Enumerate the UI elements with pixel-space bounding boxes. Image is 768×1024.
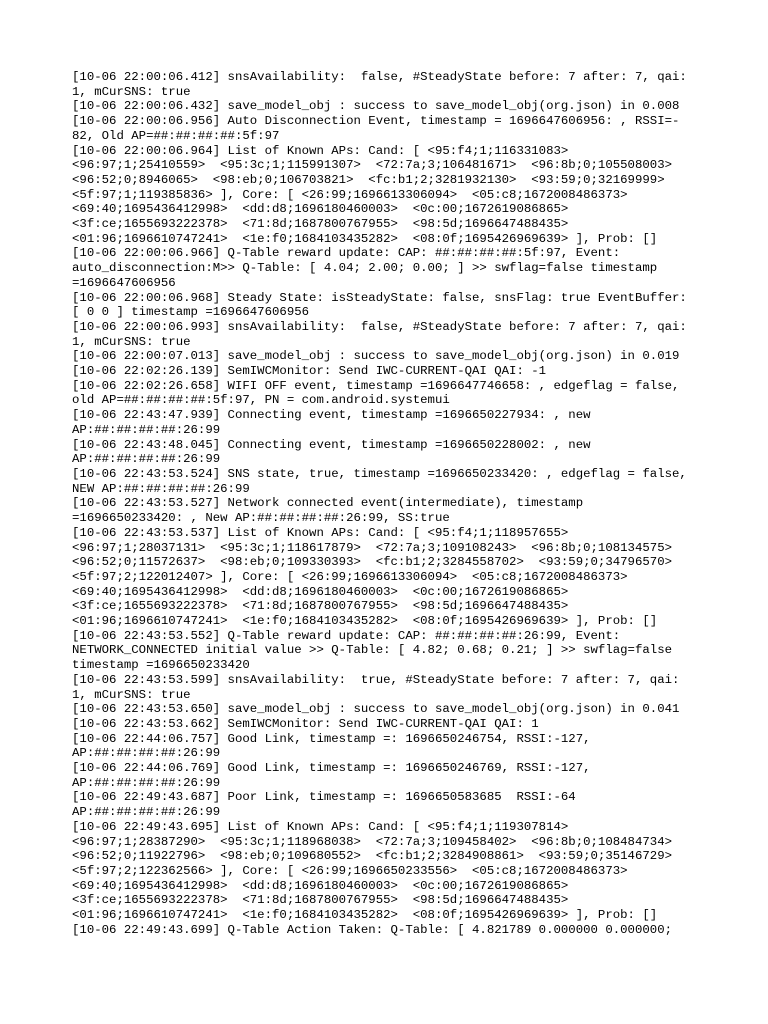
log-line: <96:52;0;11922796> <98:eb;0;109680552> <fc:b1;2;3284908861> <93:59;0;35146729> [72, 849, 673, 864]
log-line: [10-06 22:00:06.956] Auto Disconnection Event, timestamp = 1696647606956: , RSSI=- [72, 114, 680, 129]
log-line: [10-06 22:43:53.650] save_model_obj : success to save_model_obj(org.json) in 0.041 [72, 702, 680, 717]
log-line: [10-06 22:00:06.964] List of Known APs: Cand: [ <95:f4;1;116331083> [72, 143, 569, 158]
log-line: [10-06 22:43:53.662] SemIWCMonitor: Send IWC-CURRENT-QAI QAI: 1 [72, 716, 539, 731]
log-line: [ 0 0 ] timestamp =1696647606956 [72, 305, 310, 320]
log-line: 1, mCurSNS: true [72, 687, 191, 702]
log-line: [10-06 22:00:06.968] Steady State: isSteadyState: false, snsFlag: true EventBuffer: [72, 290, 687, 305]
log-line: =1696650233420: , New AP:##:##:##:##:26:99, SS:true [72, 511, 450, 526]
log-line: NETWORK_CONNECTED initial value >> Q-Table: [ 4.82; 0.68; 0.21; ] >> swflag=false [72, 643, 673, 658]
log-line: <3f:ce;1655693222378> <71:8d;1687800767955> <98:5d;1696647488435> [72, 893, 569, 908]
log-line: [10-06 22:43:47.939] Connecting event, timestamp =1696650227934: , new [72, 408, 591, 423]
log-line: 1, mCurSNS: true [72, 84, 191, 99]
log-line: [10-06 22:49:43.695] List of Known APs: Cand: [ <95:f4;1;119307814> [72, 819, 569, 834]
log-line: [10-06 22:43:53.527] Network connected event(intermediate), timestamp [72, 496, 584, 511]
log-line: timestamp =1696650233420 [72, 658, 250, 673]
log-line: <69:40;1695436412998> <dd:d8;1696180460003> <0c:00;1672619086865> [72, 584, 569, 599]
log-line: <69:40;1695436412998> <dd:d8;1696180460003> <0c:00;1672619086865> [72, 202, 569, 217]
log-line: <96:97;1;25410559> <95:3c;1;115991307> <72:7a;3;106481671> <96:8b;0;105508003> [72, 158, 673, 173]
log-line: auto_disconnection:M>> Q-Table: [ 4.04; 2.00; 0.00; ] >> swflag=false timestamp [72, 261, 658, 276]
log-line: <96:52;0;8946065> <98:eb;0;106703821> <fc:b1;2;3281932130> <93:59;0;32169999> [72, 172, 665, 187]
log-line: [10-06 22:44:06.769] Good Link, timestamp =: 1696650246769, RSSI:-127, [72, 761, 591, 776]
log-line: [10-06 22:43:53.599] snsAvailability: true, #SteadyState before: 7 after: 7, qai: [72, 672, 680, 687]
log-line: AP:##:##:##:##:26:99 [72, 452, 221, 467]
log-line: AP:##:##:##:##:26:99 [72, 775, 221, 790]
log-line: 82, Old AP=##:##:##:##:5f:97 [72, 128, 280, 143]
log-line: [10-06 22:02:26.139] SemIWCMonitor: Send IWC-CURRENT-QAI QAI: -1 [72, 364, 547, 379]
log-line: 1, mCurSNS: true [72, 334, 191, 349]
log-line: [10-06 22:00:06.432] save_model_obj : success to save_model_obj(org.json) in 0.008 [72, 99, 680, 114]
log-line: <96:97;1;28387290> <95:3c;1;118968038> <72:7a;3;109458402> <96:8b;0;108484734> [72, 834, 673, 849]
log-line: AP:##:##:##:##:26:99 [72, 422, 221, 437]
log-line: <3f:ce;1655693222378> <71:8d;1687800767955> <98:5d;1696647488435> [72, 217, 569, 232]
log-line: [10-06 22:43:48.045] Connecting event, timestamp =1696650228002: , new [72, 437, 591, 452]
log-document [72, 70, 712, 937]
log-line: <5f:97;2;122362566> ], Core: [ <26:99;1696650233556> <05:c8;1672008486373> [72, 863, 628, 878]
log-line: [10-06 22:49:43.687] Poor Link, timestamp =: 1696650583685 RSSI:-64 [72, 790, 576, 805]
log-line: AP:##:##:##:##:26:99 [72, 746, 221, 761]
log-line: <96:52;0;11572637> <98:eb;0;109330393> <fc:b1;2;3284558702> <93:59;0;34796570> [72, 555, 673, 570]
log-line: [10-06 22:43:53.524] SNS state, true, timestamp =1696650233420: , edgeflag = false, [72, 466, 687, 481]
log-line: [10-06 22:49:43.699] Q-Table Action Taken: Q-Table: [ 4.821789 0.000000 0.000000; [72, 922, 673, 937]
log-line: [10-06 22:44:06.757] Good Link, timestamp =: 1696650246754, RSSI:-127, [72, 731, 591, 746]
log-line: [10-06 22:00:06.993] snsAvailability: false, #SteadyState before: 7 after: 7, qai: [72, 319, 687, 334]
log-line: old AP=##:##:##:##:5f:97, PN = com.android.systemui [72, 393, 450, 408]
log-line: =1696647606956 [72, 275, 176, 290]
log-line: [10-06 22:43:53.552] Q-Table reward update: CAP: ##:##:##:##:26:99, Event: [72, 628, 621, 643]
log-line: [10-06 22:00:07.013] save_model_obj : success to save_model_obj(org.json) in 0.019 [72, 349, 680, 364]
log-line: NEW AP:##:##:##:##:26:99 [72, 481, 250, 496]
log-line: <3f:ce;1655693222378> <71:8d;1687800767955> <98:5d;1696647488435> [72, 599, 569, 614]
log-line: AP:##:##:##:##:26:99 [72, 805, 221, 820]
log-line: [10-06 22:00:06.412] snsAvailability: false, #SteadyState before: 7 after: 7, qai: [72, 70, 687, 84]
log-line: [10-06 22:02:26.658] WIFI OFF event, timestamp =1696647746658: , edgeflag = false, [72, 378, 680, 393]
log-line: <01:96;1696610747241> <1e:f0;1684103435282> <08:0f;1695426969639> ], Prob: [] [72, 908, 658, 923]
log-line: <5f:97;1;119385836> ], Core: [ <26:99;1696613306094> <05:c8;1672008486373> [72, 187, 628, 202]
log-line: <01:96;1696610747241> <1e:f0;1684103435282> <08:0f;1695426969639> ], Prob: [] [72, 231, 658, 246]
log-line: [10-06 22:00:06.966] Q-Table reward update: CAP: ##:##:##:##:5f:97, Event: [72, 246, 621, 261]
log-line: <01:96;1696610747241> <1e:f0;1684103435282> <08:0f;1695426969639> ], Prob: [] [72, 614, 658, 629]
log-line: [10-06 22:43:53.537] List of Known APs: Cand: [ <95:f4;1;118957655> [72, 525, 569, 540]
log-line: <96:97;1;28037131> <95:3c;1;118617879> <72:7a;3;109108243> <96:8b;0;108134575> [72, 540, 673, 555]
log-line: <69:40;1695436412998> <dd:d8;1696180460003> <0c:00;1672619086865> [72, 878, 569, 893]
log-line: <5f:97;2;122012407> ], Core: [ <26:99;1696613306094> <05:c8;1672008486373> [72, 569, 628, 584]
